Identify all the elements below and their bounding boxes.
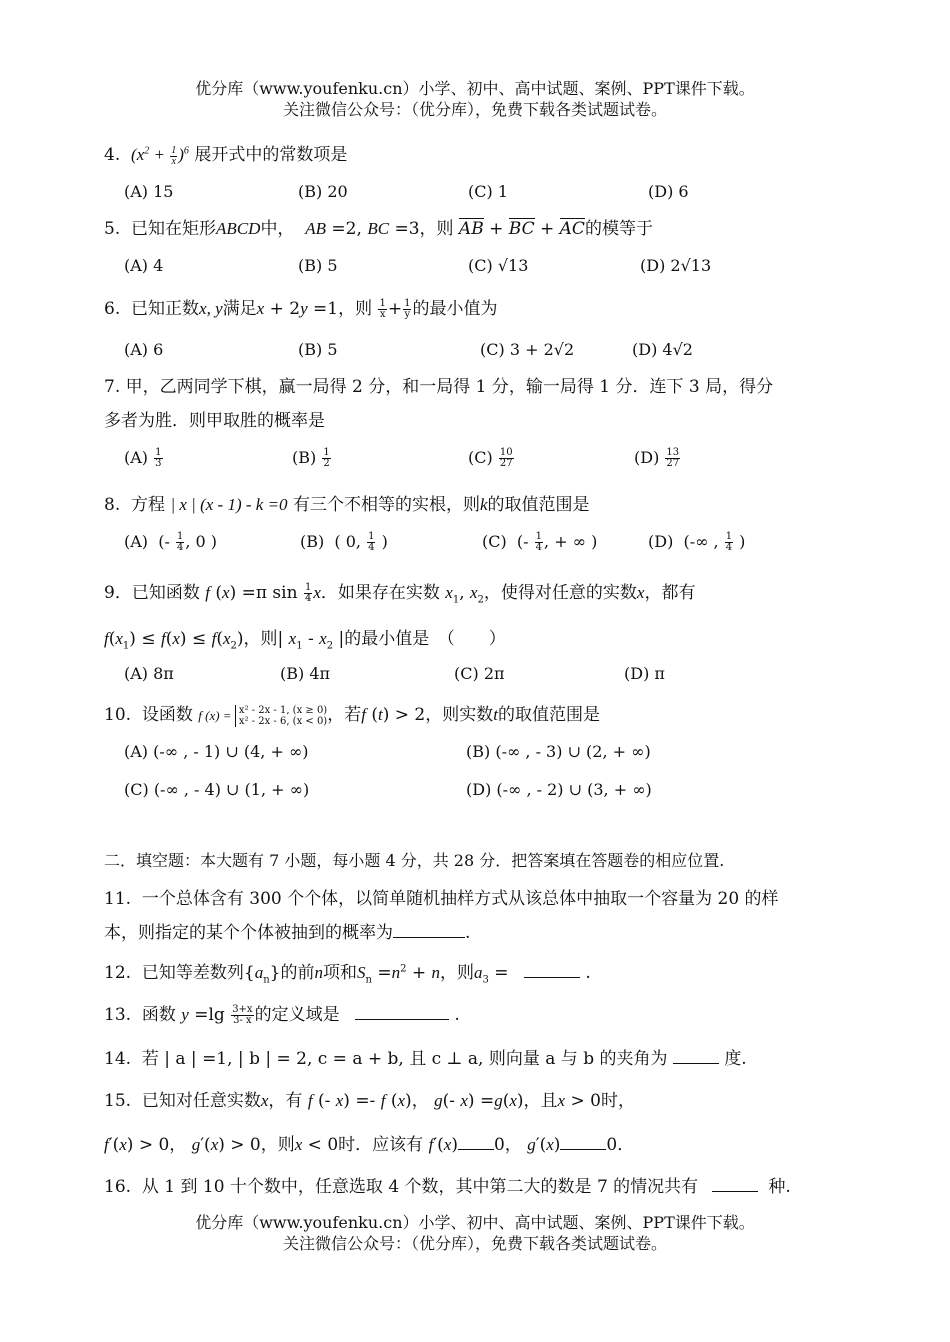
q8-option-d: (D) (-∞ , $\frac{1}{4}$ ) [648, 531, 746, 553]
q10-option-b: (B) (-∞ , - 3) ∪ (2, + ∞) [466, 742, 651, 761]
question-9-line-2: $f(x_1) \le f(x) \le f(x_2)$，则| $x_1 - x_2$ |的最小值是 （ ） [104, 629, 506, 652]
q4-option-a: (A) 15 [124, 182, 174, 201]
question-11-line-1: 11. 一个总体含有 300 个个体，以简单随机抽样方式从该总体中抽取一个容量为 20 的样 [104, 889, 779, 909]
q6-option-b: (B) 5 [298, 340, 338, 359]
q9-option-a: (A) 8π [124, 664, 174, 683]
q6-option-c: (C) 3 + 2√2 [480, 340, 575, 359]
answer-blank [673, 1063, 719, 1064]
q8-option-b: (B) ( 0, $\frac{1}{4}$ ) [300, 531, 388, 553]
answer-blank [560, 1149, 606, 1150]
answer-blank [458, 1149, 494, 1150]
q8-option-a: (A) (- $\frac{1}{4}$ , 0 ) [124, 531, 218, 553]
header-line-2: 关注微信公众号：（优分库），免费下载各类试题试卷。 [282, 100, 667, 119]
question-12: 12. 已知等差数列$\{a_n\}$的前n项和$S_n =n^2 + n$，则$a_3$ = . [104, 963, 591, 986]
question-6: 6. 已知正数x, y满足x + 2y =1，则 $\frac{1}{x}$ + $\frac{1}{y}$ 的最小值为 [104, 298, 498, 320]
question-16: 16. 从 1 到 10 十个数中，任意选取 4 个数，其中第二大的数是 7 的情况共有 种. [104, 1177, 791, 1197]
q6-option-d: (D) 4√2 [632, 340, 693, 359]
q7-option-d: (D) $\frac{13}{27}$ [634, 447, 680, 469]
q9-option-d: (D) π [624, 664, 665, 683]
answer-blank [355, 1019, 449, 1020]
q10-option-a: (A) (-∞ , - 1) ∪ (4, + ∞) [124, 742, 309, 761]
q5-option-a: (A) 4 [124, 256, 164, 275]
question-11-line-2: 本，则指定的某个个体被抽到的概率为 . [104, 923, 471, 943]
answer-blank [524, 977, 580, 978]
q7-option-a: (A) $\frac{1}{3}$ [124, 447, 162, 469]
question-8: 8. 方程 | x | (x - 1) - k =0 有三个不相等的实根，则k的取值范围是 [104, 495, 590, 515]
q4-option-b: (B) 20 [298, 182, 348, 201]
q9-option-b: (B) 4π [280, 664, 331, 683]
question-14: 14. 若 | a | =1, | b | = 2, c = a + b, 且 c ⊥ a, 则向量 a 与 b 的夹角为 度. [104, 1049, 747, 1069]
answer-blank [712, 1191, 758, 1192]
section-2-title: 二．填空题：本大题有 7 小题，每小题 4 分，共 28 分．把答案填在答题卷的相应位置. [104, 851, 725, 870]
question-4: 4. ($x^2$ + $\frac{1}{x}$ )$^6$ 展开式中的常数项是 [104, 144, 348, 167]
question-15: 15. 已知对任意实数x，有 f (- x) =- f (x)， g(- x) =g(x)，且x > 0时， [104, 1091, 635, 1111]
q7-option-c: (C) $\frac{10}{27}$ [468, 447, 513, 469]
question-9: 9．已知函数 f (x) =π sin $\frac{1}{4}$ x．如果存在实数 $x_1$, $x_2$，使得对任意的实数x，都有 [104, 582, 696, 606]
q10-option-d: (D) (-∞ , - 2) ∪ (3, + ∞) [466, 780, 652, 799]
q6-option-a: (A) 6 [124, 340, 164, 359]
answer-blank [393, 937, 465, 938]
question-10: 10. 设函数 f (x) = x² - 2x - 1, (x ≥ 0) x² - 2x - 6, (x < 0)，若f (t) > 2，则实数t的取值范围是 [104, 704, 600, 727]
question-7-line-2: 多者为胜．则甲取胜的概率是 [104, 411, 325, 431]
q7-option-b: (B) $\frac{1}{2}$ [292, 447, 330, 469]
question-5: 5. 已知在矩形ABCD中， AB =2, BC =3，则 AB + BC + AC的模等于 [104, 219, 653, 239]
footer-line-1: 优分库（www.youfenku.cn）小学、初中、高中试题、案例、PPT课件下载。 [195, 1213, 755, 1232]
footer-line-2: 关注微信公众号：（优分库），免费下载各类试题试卷。 [282, 1234, 667, 1253]
q4-option-c: (C) 1 [468, 182, 508, 201]
question-7-line-1: 7. 甲，乙两同学下棋，赢一局得 2 分，和一局得 1 分，输一局得 1 分．连下 3 局，得分 [104, 377, 774, 397]
q10-option-c: (C) (-∞ , - 4) ∪ (1, + ∞) [124, 780, 310, 799]
q5-option-d: (D) 2√13 [640, 256, 712, 275]
q5-option-c: (C) √13 [468, 256, 529, 275]
question-13: 13. 函数 y =lg $\frac{3+x}{3- x}$ 的定义域是 . [104, 1004, 460, 1026]
q8-option-c: (C) (- $\frac{1}{4}$ , + ∞ ) [482, 531, 598, 553]
q5-option-b: (B) 5 [298, 256, 338, 275]
header-line-1: 优分库（www.youfenku.cn）小学、初中、高中试题、案例、PPT课件下载。 [195, 79, 755, 98]
question-15-line-2: f′(x) > 0， g′(x) > 0，则x < 0时．应该有 f′(x) 0， g′(x) 0． [104, 1135, 635, 1155]
q9-option-c: (C) 2π [454, 664, 505, 683]
q4-option-d: (D) 6 [648, 182, 689, 201]
